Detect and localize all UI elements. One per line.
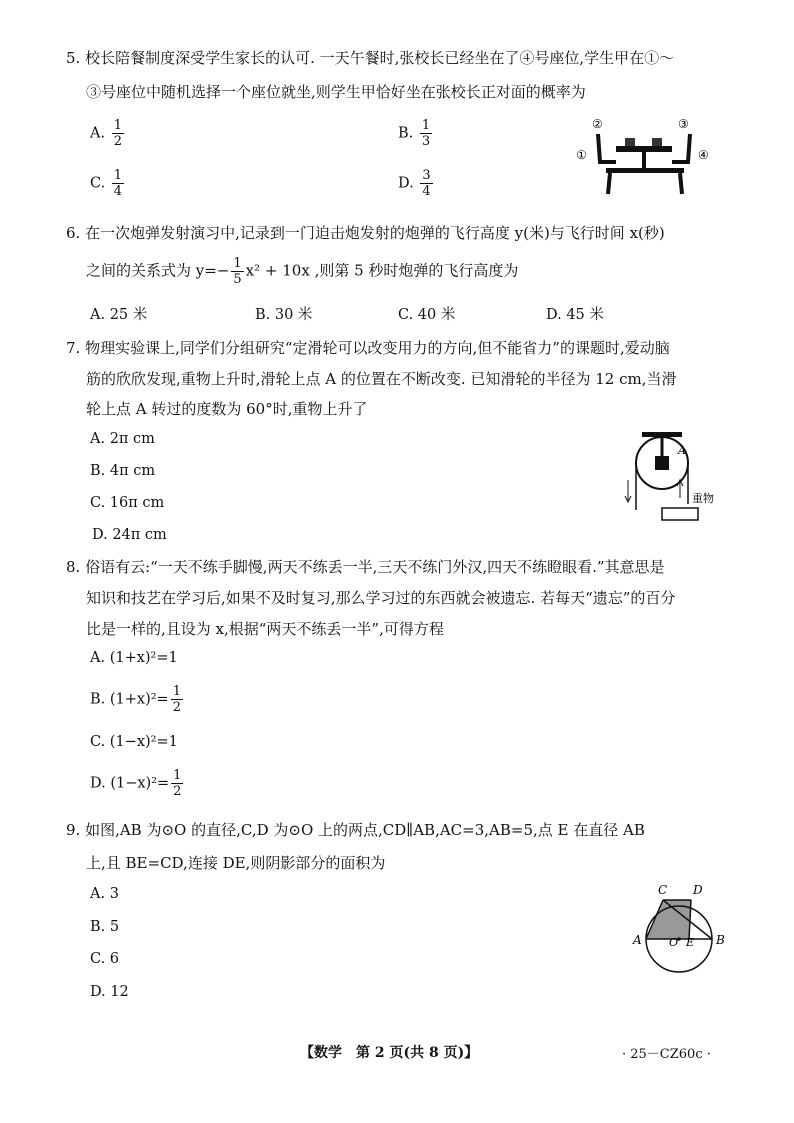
frac-num: 1 — [421, 118, 431, 133]
seat-label-3: ③ — [678, 117, 689, 131]
table-item-right — [652, 138, 662, 146]
q8-option-a[interactable]: A. (1+x)²=1 — [90, 650, 178, 666]
q9-option-b[interactable]: B. 5 — [90, 919, 120, 935]
q6-option-a[interactable]: A. 25 米 — [90, 307, 148, 323]
q6-option-c[interactable]: C. 40 米 — [398, 307, 456, 323]
frac-num: 1 — [113, 168, 123, 183]
point-d-label: D — [693, 883, 703, 897]
weight-label: 重物 — [692, 492, 714, 505]
q6-formula-fraction — [231, 256, 243, 287]
q5-option-d-label: D. — [398, 175, 414, 192]
q6-formula-pre: 之间的关系式为 y=− — [86, 261, 230, 280]
q8-option-b[interactable] — [90, 684, 185, 715]
q5-option-a-fraction — [112, 118, 124, 149]
q5-stem-line2: ③号座位中随机选择一个座位就坐,则学生甲恰好坐在张校长正对面的概率为 — [86, 83, 586, 101]
q8-option-d[interactable] — [90, 768, 185, 799]
seat-right-chair — [672, 134, 690, 162]
q8-option-b-text: B. (1+x)²= — [90, 691, 169, 708]
frac-num: 1 — [173, 768, 182, 783]
pulley-hub — [655, 456, 669, 470]
frac-den: 5 — [233, 272, 242, 287]
q7-option-d[interactable]: D. 24π cm — [92, 527, 167, 543]
q5-option-a[interactable] — [90, 118, 126, 149]
q9-stem-line2: 上,且 BE=CD,连接 DE,则阴影部分的面积为 — [86, 854, 386, 872]
q5-option-a-label: A. — [90, 125, 106, 142]
frac-den: 4 — [422, 184, 431, 199]
bench-bar — [606, 168, 684, 173]
leg-left — [608, 173, 610, 194]
q8-stem-line3: 比是一样的,且设为 x,根据“两天不练丢一半”,可得方程 — [86, 620, 444, 638]
frac-den: 2 — [113, 134, 122, 149]
frac-den: 2 — [172, 700, 181, 715]
q9-stem-line1: 9. 如图,AB 为⊙O 的直径,C,D 为⊙O 上的两点,CD∥AB,AC=3,AB=5,点 E 在直径 AB — [66, 821, 645, 839]
frac-num: 1 — [233, 256, 242, 271]
frac-den: 3 — [421, 134, 431, 149]
q9-option-c[interactable]: C. 6 — [90, 951, 120, 967]
q5-option-b-fraction — [420, 118, 432, 149]
point-o-label: O — [669, 936, 679, 949]
q5-option-c-fraction — [112, 168, 124, 199]
q5-option-c[interactable] — [90, 168, 126, 199]
q6-option-d[interactable]: D. 45 米 — [546, 307, 604, 323]
seat-label-4: ④ — [698, 148, 709, 162]
leg-right — [680, 173, 682, 194]
frac-num: 1 — [172, 684, 181, 699]
q5-seating-figure — [570, 112, 720, 197]
q7-option-a[interactable]: A. 2π cm — [90, 431, 155, 447]
q5-stem-line1: 5. 校长陪餐制度深受学生家长的认可. 一天午餐时,张校长已经坐在了④号座位,学生甲在①～ — [66, 49, 675, 67]
q6-stem-line2 — [86, 256, 518, 287]
table-item-left — [625, 138, 635, 146]
q5-option-c-label: C. — [90, 175, 106, 192]
pulley-point-a-label: A — [678, 444, 686, 457]
seat-label-2: ② — [592, 117, 603, 131]
q9-circle-figure — [628, 880, 738, 980]
q5-option-b-label: B. — [398, 125, 414, 142]
q7-stem-line1: 7. 物理实验课上,同学们分组研究“定滑轮可以改变用力的方向,但不能省力”的课题时,爱动脑 — [66, 339, 670, 357]
q9-option-a[interactable]: A. 3 — [90, 886, 119, 902]
q8-option-b-fraction — [171, 684, 183, 715]
q8-option-c[interactable]: C. (1−x)²=1 — [90, 734, 178, 750]
weight-block — [662, 508, 698, 520]
q7-stem-line3: 轮上点 A 转过的度数为 60°时,重物上升了 — [86, 400, 368, 418]
page-footer-code: · 25－CZ60c · — [622, 1047, 711, 1062]
frac-den: 4 — [113, 184, 123, 199]
q5-option-d-fraction — [420, 168, 432, 199]
frac-den: 2 — [173, 784, 182, 799]
frac-num: 3 — [422, 168, 431, 183]
table-top — [616, 146, 672, 152]
q7-pulley-figure — [612, 430, 732, 525]
q6-formula-post: x² + 10x ,则第 5 秒时炮弹的飞行高度为 — [245, 261, 519, 280]
seat-left-chair — [598, 134, 616, 162]
q5-option-d[interactable] — [398, 168, 435, 199]
frac-num: 1 — [113, 118, 122, 133]
point-b-label: B — [716, 933, 725, 947]
q9-option-d[interactable]: D. 12 — [90, 984, 129, 1000]
q6-stem-line1: 6. 在一次炮弹发射演习中,记录到一门迫击炮发射的炮弹的飞行高度 y(米)与飞行时间 x(秒) — [66, 224, 665, 242]
q6-option-b[interactable]: B. 30 米 — [255, 307, 313, 323]
q8-stem-line1: 8. 俗语有云:“一天不练手脚慢,两天不练丢一半,三天不练门外汉,四天不练瞪眼看.”其意思是 — [66, 558, 665, 576]
q8-option-d-fraction — [171, 768, 183, 799]
point-e-label: E — [686, 936, 695, 949]
page-footer-center: 【数学 第 2 页(共 8 页)】 — [300, 1045, 479, 1061]
q8-stem-line2: 知识和技艺在学习后,如果不及时复习,那么学习过的东西就会被遗忘. 若每天“遗忘”的百分 — [86, 589, 676, 607]
q8-option-d-text: D. (1−x)²= — [90, 775, 170, 792]
q7-option-b[interactable]: B. 4π cm — [90, 463, 156, 479]
point-c-label: C — [658, 883, 668, 897]
seat-label-1: ① — [576, 148, 587, 162]
point-a-label: A — [633, 933, 642, 947]
q7-stem-line2: 筋的欣欣发现,重物上升时,滑轮上点 A 的位置在不断改变. 已知滑轮的半径为 12 cm,当滑 — [86, 370, 677, 388]
q5-option-b[interactable] — [398, 118, 434, 149]
q7-option-c[interactable]: C. 16π cm — [90, 495, 165, 511]
